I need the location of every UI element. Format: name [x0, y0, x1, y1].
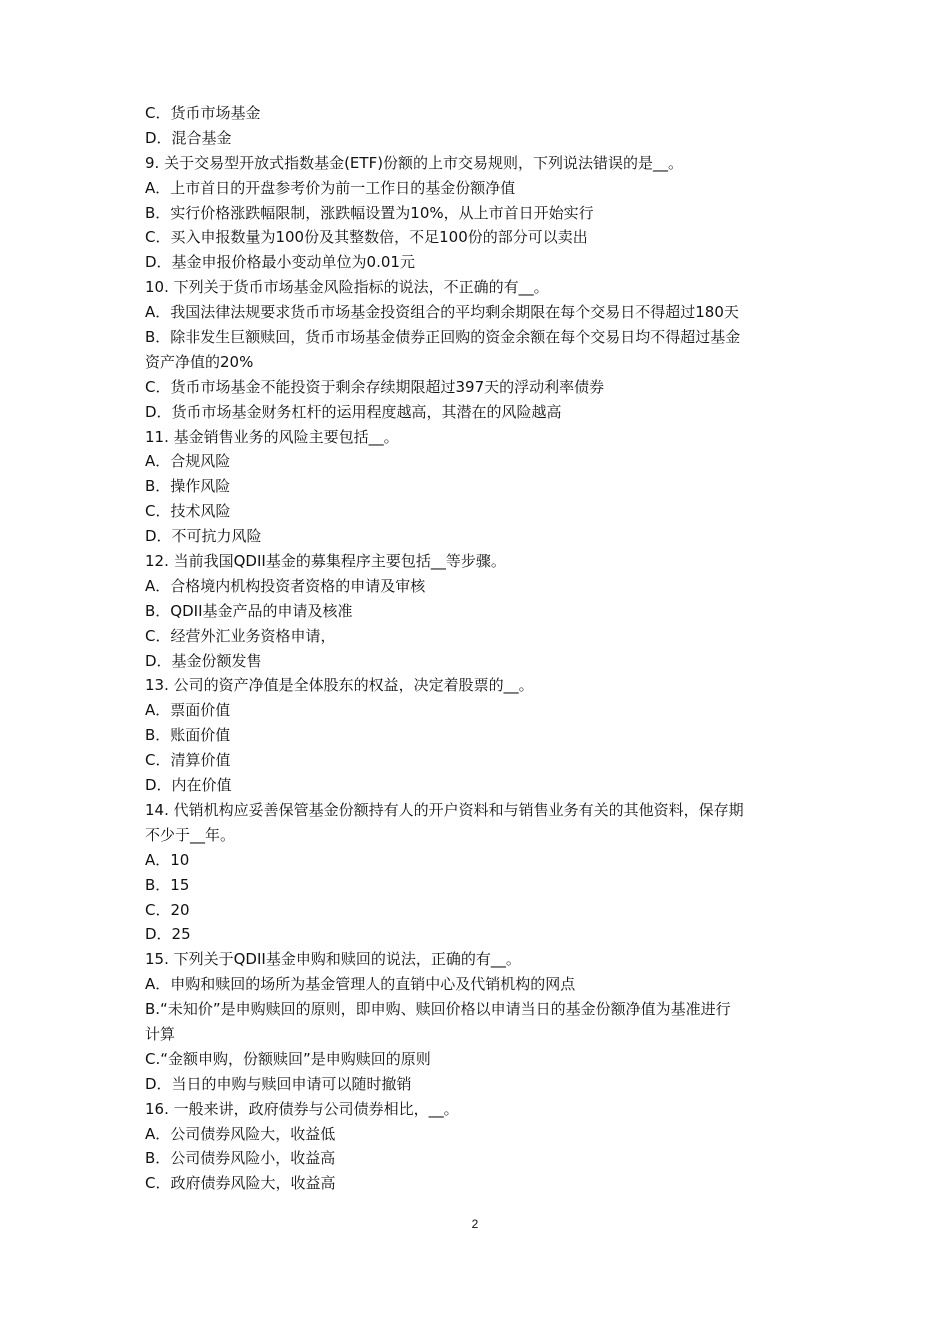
text-line: D．货币市场基金财务杠杆的运用程度越高，其潜在的风险越高 [145, 402, 562, 421]
text-line: A．上市首日的开盘参考价为前一工作日的基金份额净值 [145, 178, 516, 197]
text-line: A．申购和赎回的场所为基金管理人的直销中心及代销机构的网点 [145, 975, 576, 994]
text-line: 15. 下列关于QDII基金申购和赎回的说法，正确的有__。 [145, 950, 521, 969]
text-line: C．经营外汇业务资格申请， [145, 626, 336, 645]
text-line: C．20 [145, 900, 190, 919]
text-line: B．QDII基金产品的申请及核准 [145, 601, 353, 620]
text-line: B．实行价格涨跌幅限制，涨跌幅设置为10%，从上市首日开始实行 [145, 203, 594, 222]
text-line: A．公司债券风险大，收益低 [145, 1124, 336, 1143]
text-line: 16. 一般来讲，政府债券与公司债券相比，__。 [145, 1099, 459, 1118]
text-line: 11. 基金销售业务的风险主要包括__。 [145, 427, 399, 446]
text-line: B．操作风险 [145, 477, 231, 496]
text-line: D．内在价值 [145, 776, 232, 795]
text-line: A．合格境内机构投资者资格的申请及审核 [145, 576, 426, 595]
text-line: B．除非发生巨额赎回，货币市场基金债券正回购的资金余额在每个交易日均不得超过基金 [145, 328, 741, 347]
text-line: B．公司债券风险小，收益高 [145, 1149, 336, 1168]
document-body [145, 101, 815, 1196]
text-line: B.“未知价”是申购赎回的原则，即申购、赎回价格以申请当日的基金份额净值为基准进行 [145, 1000, 731, 1019]
text-line: C．清算价值 [145, 751, 231, 770]
text-line: 13. 公司的资产净值是全体股东的权益，决定着股票的__。 [145, 676, 534, 695]
text-line: B．账面价值 [145, 726, 231, 745]
text-line: C．货币市场基金 [145, 104, 261, 122]
text-line: D．25 [145, 925, 191, 944]
text-line: 资产净值的20% [145, 352, 254, 371]
text-line: D．基金申报价格最小变动单位为0.01元 [145, 253, 415, 272]
text-line: C．货币市场基金不能投资于剩余存续期限超过397天的浮动利率债券 [145, 377, 605, 396]
page-number: 2 [471, 1217, 479, 1231]
text-line: B．15 [145, 875, 190, 894]
text-line: A．10 [145, 850, 190, 869]
text-line: D．不可抗力风险 [145, 527, 262, 546]
text-line: A．合规风险 [145, 452, 231, 471]
text-line: D．混合基金 [145, 128, 232, 147]
text-line: A．我国法律法规要求货币市场基金投资组合的平均剩余期限在每个交易日不得超过180天 [145, 303, 739, 322]
text-line: D．当日的申购与赎回申请可以随时撤销 [145, 1074, 412, 1093]
text-line: C．技术风险 [145, 502, 231, 521]
text-line: C．买入申报数量为100份及其整数倍，不足100份的部分可以卖出 [145, 228, 588, 247]
text-line: 不少于__年。 [145, 825, 236, 844]
text-line: 12. 当前我国QDII基金的募集程序主要包括__等步骤。 [145, 552, 506, 571]
text-line: C．政府债券风险大，收益高 [145, 1174, 336, 1193]
text-line: D．基金份额发售 [145, 651, 262, 670]
text-line: 计算 [145, 1024, 176, 1043]
text-line: 10. 下列关于货币市场基金风险指标的说法，不正确的有__。 [145, 278, 549, 297]
text-line: 9. 关于交易型开放式指数基金(ETF)份额的上市交易规则，下列说法错误的是__。 [145, 153, 684, 172]
text-line: 14. 代销机构应妥善保管基金份额持有人的开户资料和与销售业务有关的其他资料，保存期 [145, 800, 744, 819]
text-line: C.“金额申购，份额赎回”是申购赎回的原则 [145, 1049, 431, 1068]
text-line: A．票面价值 [145, 701, 231, 720]
